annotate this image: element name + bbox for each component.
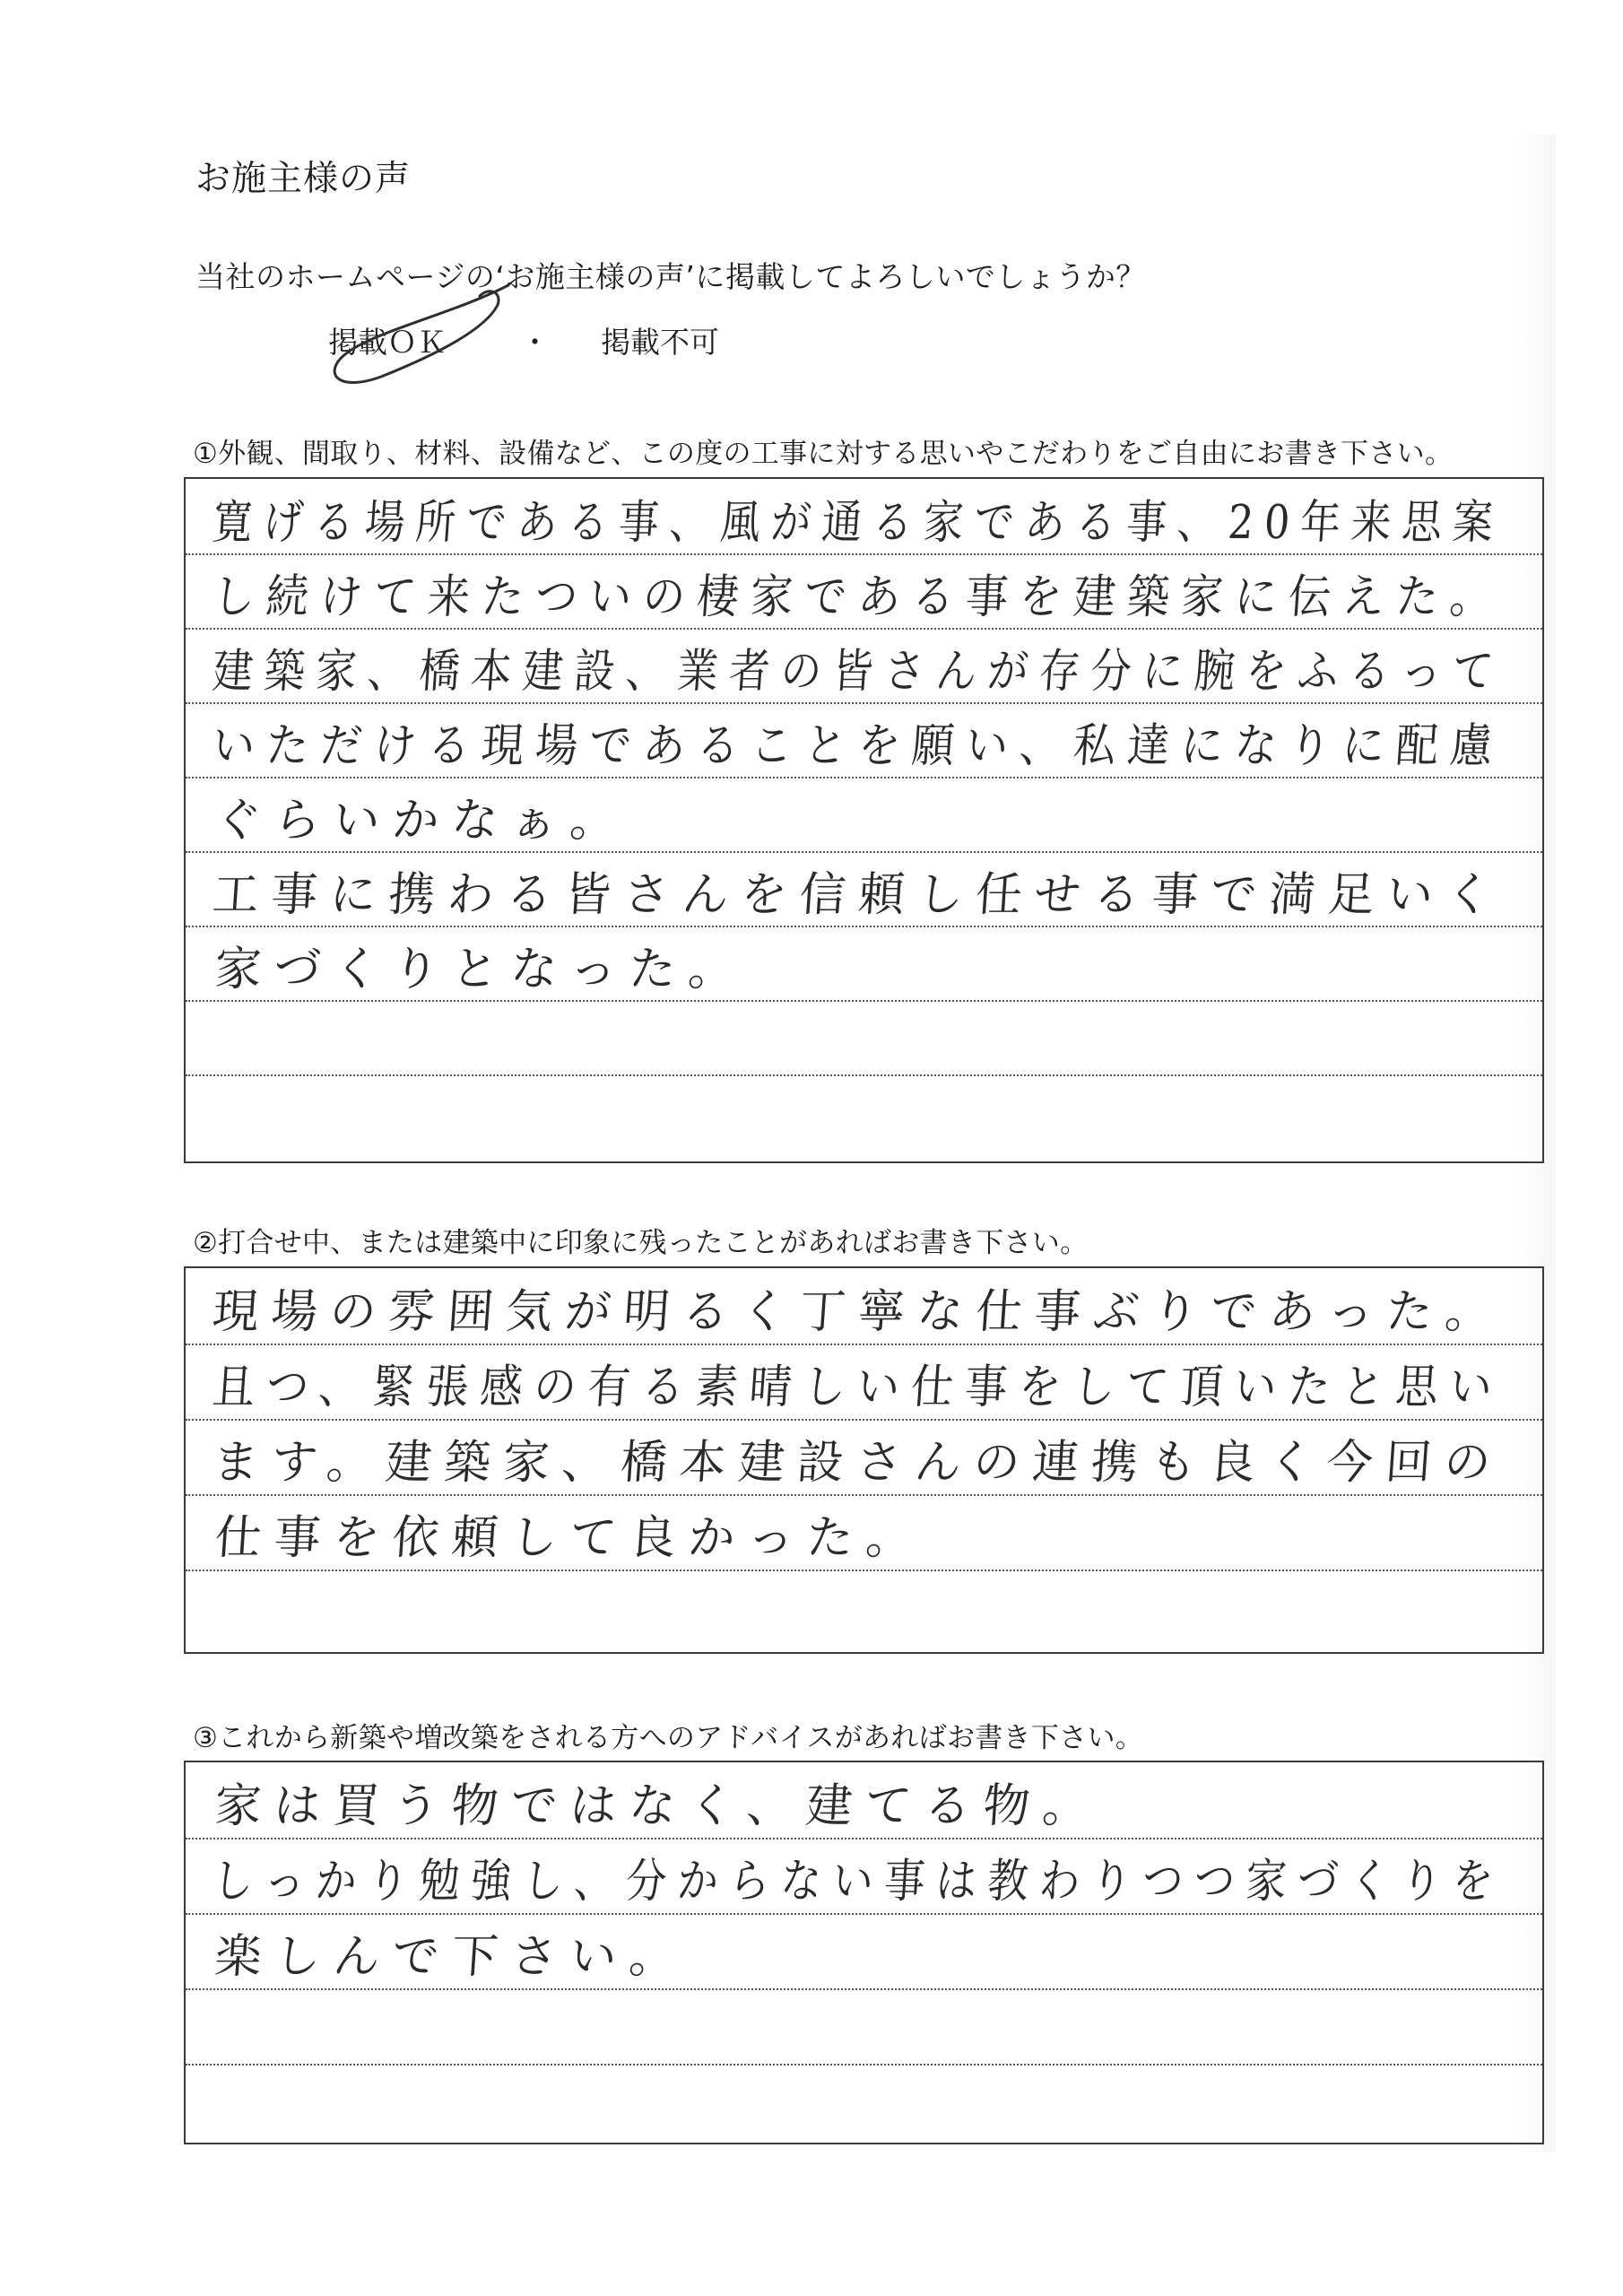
option-publish-ng: 掲載不可 (601, 325, 719, 360)
handwritten-line: しっかり勉強し、分からない事は教わりつつ家づくりを (210, 1855, 1506, 1909)
ruled-line (186, 1000, 1542, 1002)
ruled-line (186, 1988, 1542, 1990)
handwritten-line: 建築家、橋本建設、業者の皆さんが存分に腕をふるって (210, 645, 1506, 699)
page-title: お施主様の声 (195, 159, 412, 199)
handwritten-line: 工事に携わる皆さんを信頼し任せる事で満足いく (210, 868, 1506, 922)
ruled-line (186, 1913, 1542, 1915)
handwritten-line: 仕事を依頼して良かった。 (213, 1511, 927, 1565)
option-publish-ok: 掲載ＯＫ (328, 325, 447, 360)
ruled-line (186, 1494, 1542, 1496)
hand-drawn-circle-mark (318, 269, 525, 395)
handwritten-line: 寛げる場所である事、風が通る家である事、20年来思案 (210, 496, 1506, 550)
handwritten-line: 楽しんで下さい。 (213, 1930, 690, 1984)
ruled-line (186, 553, 1542, 555)
ruled-line (186, 1344, 1542, 1345)
handwritten-line: ぐらいかなぁ。 (213, 794, 631, 848)
handwritten-line: 現場の雰囲気が明るく丁寧な仕事ぶりであった。 (210, 1285, 1506, 1339)
publish-question: 当社のホームページの‘お施主様の声’に掲載してよろしいでしょうか？ (195, 259, 1146, 294)
handwritten-line: 家づくりとなった。 (213, 943, 750, 996)
section-1-label: ①外観、間取り、材料、設備など、この度の工事に対する思いやこだわりをご自由にお書き下さい。 (193, 438, 1454, 470)
ruled-line (186, 1570, 1542, 1571)
ruled-line (186, 777, 1542, 778)
handwritten-line: 且つ、緊張感の有る素晴しい仕事をして頂いたと思い (210, 1361, 1506, 1414)
handwritten-line: いただける現場であることを願い、私達になりに配慮 (210, 719, 1506, 773)
handwritten-line: 家は買う物ではなく、建てる物。 (213, 1779, 1104, 1833)
option-separator: ・ (520, 325, 550, 360)
ruled-line (186, 926, 1542, 927)
ruled-line (186, 702, 1542, 704)
section-3-label: ③これから新築や増改築をされる方へのアドバイスがあればお書き下さい。 (193, 1722, 1144, 1754)
section-2-label: ②打合せ中、または建築中に印象に残ったことがあればお書き下さい。 (193, 1227, 1089, 1259)
ruled-line (186, 1419, 1542, 1421)
handwritten-line: ます。建築家、橋本建設さんの連携も良く今回の (210, 1436, 1506, 1490)
ruled-line (186, 2064, 1542, 2066)
handwritten-line: し続けて来たついの棲家である事を建築家に伝えた。 (210, 570, 1506, 624)
ruled-line (186, 628, 1542, 630)
ruled-line (186, 1074, 1542, 1076)
ruled-line (186, 851, 1542, 853)
ruled-line (186, 1838, 1542, 1839)
